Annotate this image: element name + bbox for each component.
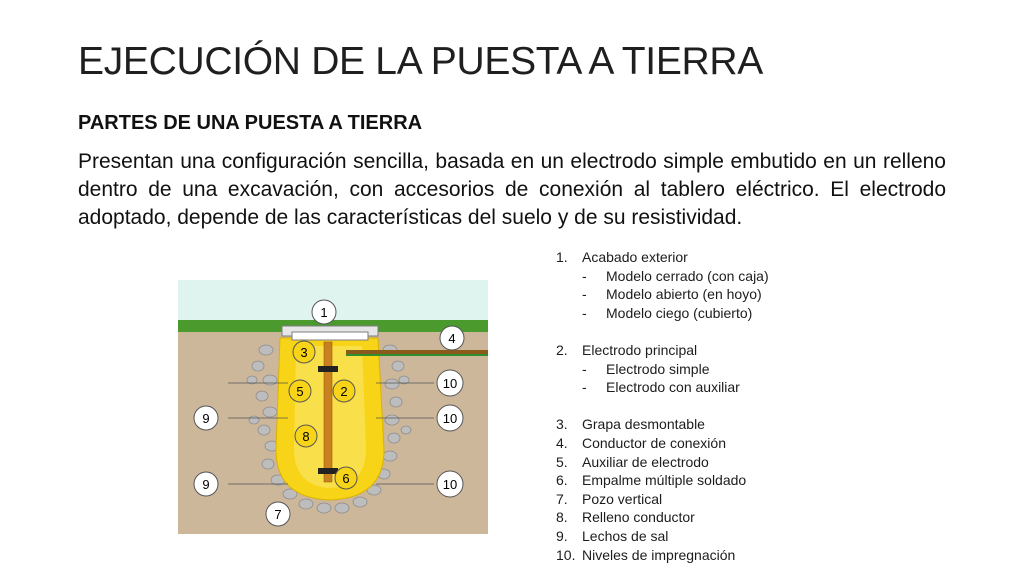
list-subitem-label: Electrodo con auxiliar bbox=[606, 379, 740, 396]
list-item-number: 7. bbox=[556, 490, 568, 507]
callout-2 bbox=[333, 380, 355, 402]
list-subitem bbox=[556, 378, 816, 397]
callout-9b-label: 9 bbox=[202, 477, 210, 492]
list-item bbox=[556, 434, 816, 453]
section-subtitle: PARTES DE UNA PUESTA A TIERRA bbox=[78, 112, 423, 134]
callout-7 bbox=[266, 502, 290, 526]
parts-list bbox=[556, 248, 816, 564]
list-subitem-label: Electrodo simple bbox=[606, 360, 710, 377]
callout-9b bbox=[194, 472, 218, 496]
list-item-number: 6. bbox=[556, 472, 568, 489]
list-item bbox=[556, 248, 816, 267]
list-item-number: 10. bbox=[556, 546, 576, 563]
list-item-label: Empalme múltiple soldado bbox=[582, 472, 747, 489]
list-subitem-dash: - bbox=[582, 379, 587, 396]
list-spacer bbox=[556, 397, 816, 416]
list-subitem-label: Modelo abierto (en hoyo) bbox=[606, 286, 762, 303]
page-title: EJECUCIÓN DE LA PUESTA A TIERRA bbox=[78, 40, 763, 83]
callout-9a-label: 9 bbox=[202, 411, 210, 426]
callout-3-label: 3 bbox=[300, 345, 308, 360]
callout-10b bbox=[437, 405, 463, 431]
connection-cable-stripe bbox=[346, 354, 488, 356]
list-item bbox=[556, 490, 816, 509]
grounding-diagram-svg bbox=[178, 280, 488, 534]
callout-4-label: 4 bbox=[448, 331, 456, 346]
callout-4 bbox=[440, 326, 464, 350]
callout-7-label: 7 bbox=[274, 507, 282, 522]
callout-1 bbox=[312, 300, 336, 324]
list-item bbox=[556, 527, 816, 546]
list-item-number: 5. bbox=[556, 453, 568, 470]
list-subitem-dash: - bbox=[582, 267, 587, 284]
list-item-label: Auxiliar de electrodo bbox=[582, 453, 709, 470]
clamp bbox=[318, 366, 338, 372]
list-subitem bbox=[556, 285, 816, 304]
grounding-diagram bbox=[178, 280, 488, 534]
callout-8-label: 8 bbox=[302, 429, 310, 444]
weld-joint bbox=[318, 468, 338, 474]
list-item-label: Electrodo principal bbox=[582, 341, 698, 358]
list-item bbox=[556, 453, 816, 472]
list-subitem bbox=[556, 360, 816, 379]
list-item-label: Acabado exterior bbox=[582, 249, 688, 265]
callout-10c bbox=[437, 471, 463, 497]
list-subitem-label: Modelo ciego (cubierto) bbox=[606, 304, 753, 321]
list-item-number: 2. bbox=[556, 341, 568, 358]
list-item-label: Grapa desmontable bbox=[582, 416, 705, 433]
list-item bbox=[556, 415, 816, 434]
callout-6 bbox=[335, 467, 357, 489]
callout-1-label: 1 bbox=[320, 305, 328, 320]
electrode-rod bbox=[324, 342, 332, 482]
list-item-number: 9. bbox=[556, 527, 568, 544]
list-item-label: Lechos de sal bbox=[582, 527, 669, 544]
callout-10c-label: 10 bbox=[442, 477, 458, 492]
callout-9a bbox=[194, 406, 218, 430]
callout-6-label: 6 bbox=[342, 471, 350, 486]
list-item-number: 3. bbox=[556, 416, 568, 433]
list-subitem bbox=[556, 267, 816, 286]
list-subitem-dash: - bbox=[582, 304, 587, 321]
list-item-number: 4. bbox=[556, 434, 568, 451]
callout-10a-label: 10 bbox=[442, 376, 458, 391]
description-paragraph: Presentan una configuración sencilla, basada en un electrodo simple embutido en un relleno dentro de una excavación, con accesorios de conexión al tablero eléctrico. El electrodo adoptado, depende de las características del suelo y de su resistividad. bbox=[78, 150, 946, 229]
list-item bbox=[556, 341, 816, 360]
callout-10a bbox=[437, 370, 463, 396]
list-item bbox=[556, 471, 816, 490]
list-subitem bbox=[556, 304, 816, 323]
list-item bbox=[556, 508, 816, 527]
connection-cable bbox=[346, 350, 488, 354]
callout-5 bbox=[289, 380, 311, 402]
list-item-number: 8. bbox=[556, 509, 568, 526]
callout-10b-label: 10 bbox=[442, 411, 458, 426]
list-spacer bbox=[556, 322, 816, 341]
list-item-label: Niveles de impregnación bbox=[582, 546, 736, 563]
list-subitem-dash: - bbox=[582, 286, 587, 303]
callout-3 bbox=[293, 341, 315, 363]
list-subitem-dash: - bbox=[582, 360, 587, 377]
list-subitem-label: Modelo cerrado (con caja) bbox=[606, 267, 769, 284]
list-item-label: Relleno conductor bbox=[582, 509, 695, 526]
callout-8 bbox=[295, 425, 317, 447]
callout-2-label: 2 bbox=[340, 384, 348, 399]
cover-lid bbox=[292, 332, 368, 340]
list-item-label: Pozo vertical bbox=[582, 490, 663, 507]
list-item-number: 1. bbox=[556, 249, 568, 265]
list-item-label: Conductor de conexión bbox=[582, 434, 726, 451]
callout-5-label: 5 bbox=[296, 384, 304, 399]
list-item bbox=[556, 546, 816, 565]
